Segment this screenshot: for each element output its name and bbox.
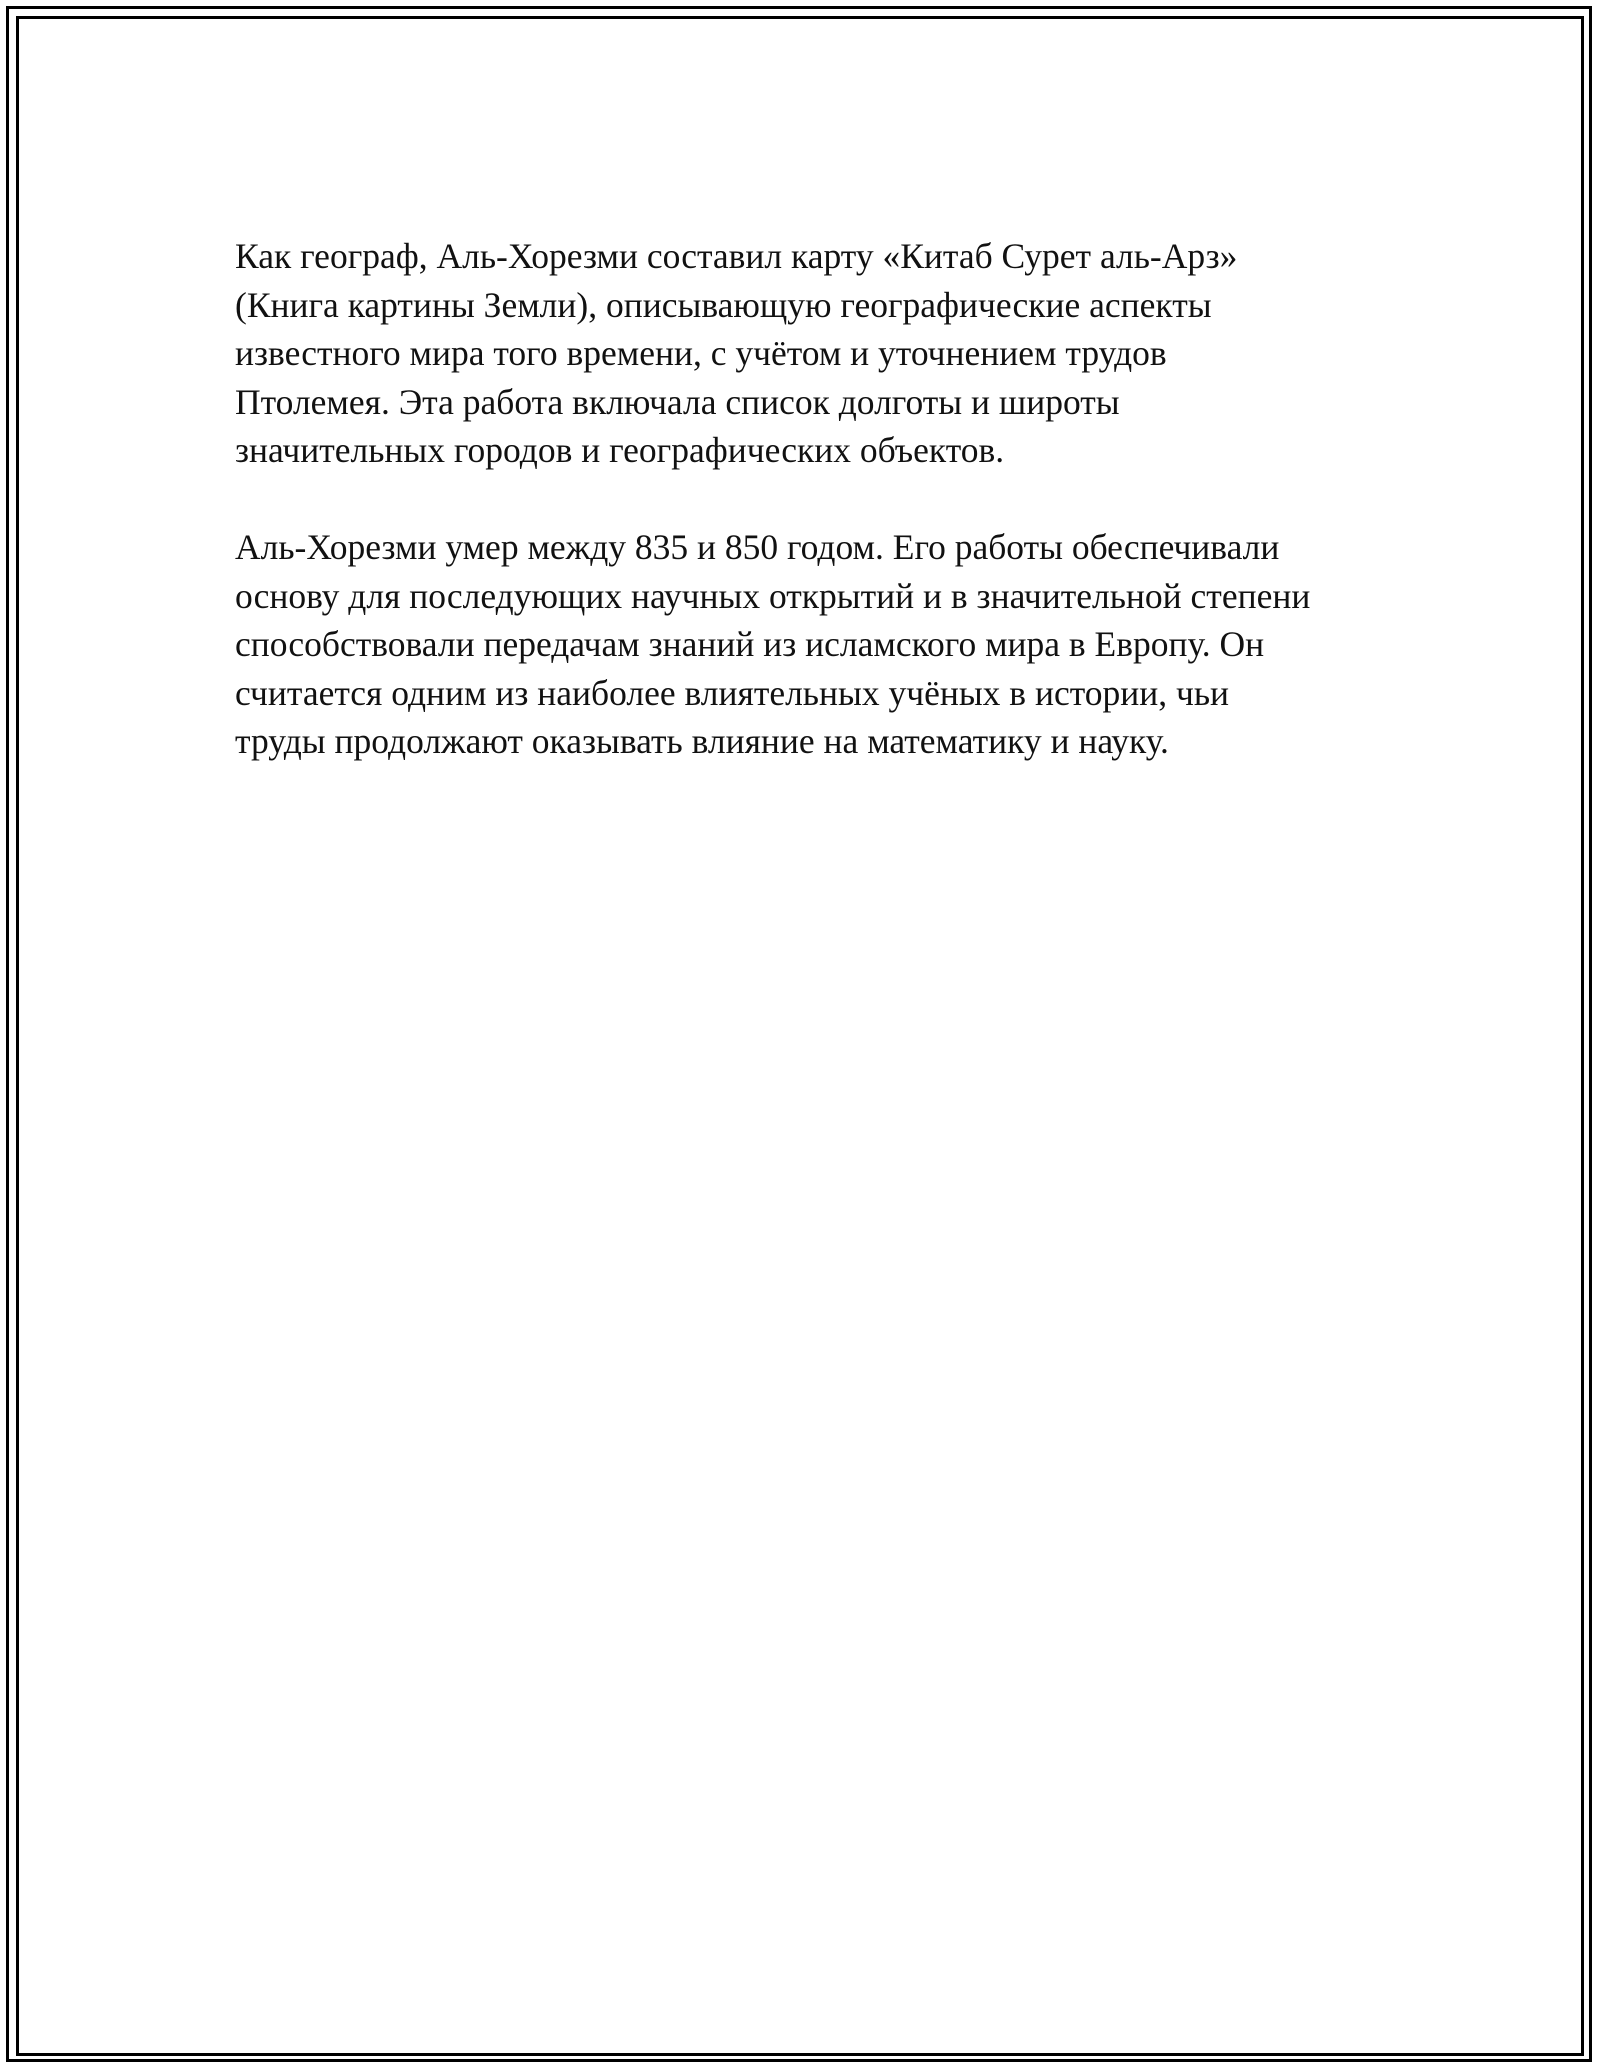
- text-line: основу для последующих научных открытий и в значительной степени: [235, 575, 1311, 616]
- text-line: считается одним из наиболее влиятельных учёных в истории, чьи: [235, 672, 1230, 713]
- paragraph: [235, 523, 1375, 766]
- text-line: способствовали передачам знаний из исламского мира в Европу. Он: [235, 624, 1265, 664]
- text-line: Птолемея. Эта работа включала список долготы и широты: [235, 381, 1120, 422]
- text-line: Аль-Хорезми умер между 835 и 850 годом. Его работы обеспечивали: [235, 527, 1280, 567]
- document-body: [235, 232, 1375, 766]
- text-line: известного мира того времени, с учётом и уточнением трудов: [235, 333, 1167, 373]
- text-line: значительных городов и географических объектов.: [235, 430, 1005, 470]
- text-line: труды продолжают оказывать влияние на математику и науку.: [235, 721, 1169, 761]
- paragraph: [235, 232, 1375, 475]
- text-line: (Книга картины Земли), описывающую географические аспекты: [235, 284, 1212, 325]
- text-line: Как географ, Аль-Хорезми составил карту «Китаб Сурет аль-Арз»: [235, 236, 1238, 276]
